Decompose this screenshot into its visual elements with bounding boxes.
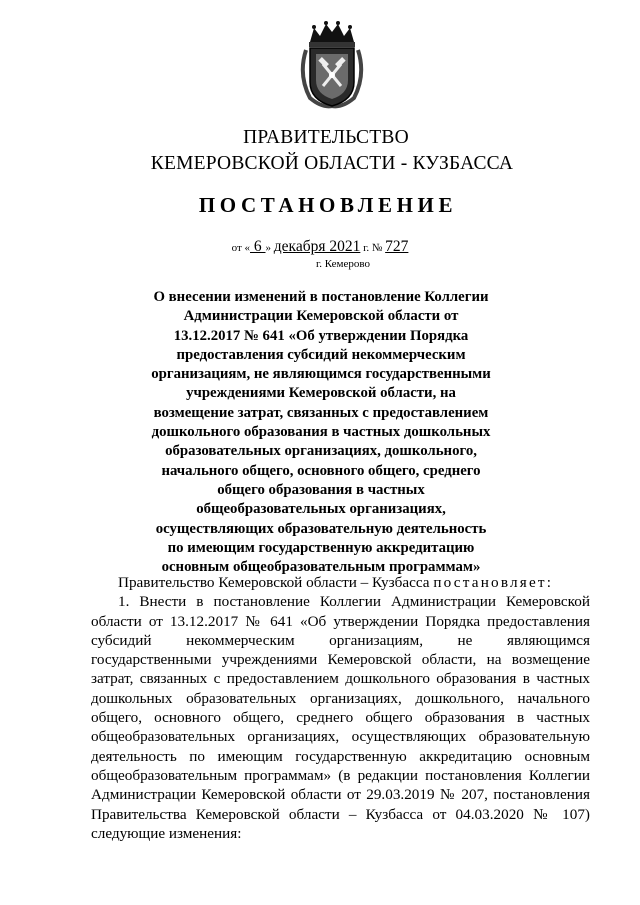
intro-paragraph [91, 573, 590, 592]
paragraph-1: 1. Внести в постановление Коллегии Администрации Кемеровской области от 13.12.2017 № 641 «Об утверждении Порядка предоставления субсидий некоммерческим организациям, не являющимся государственными учреждениями Кемеровской области, на возмещение затрат, связанных с предоставлением дошкольного образования в частных дошкольных образовательных организациях, дошкольного, начального общего, основного общего, среднего общего образования в частных общеобразовательных организациях, осуществляющих образовательную деятельность по имеющим государственную аккредитацию основным общеобразовательным программам» (в редакции постановления Коллегии Администрации Кемеровской области от 29.03.2019 № 207, постановления Правительства Кемеровской области – Кузбасса от 04.03.2020 № 107) следующие изменения: [91, 593, 590, 842]
document-city: г. Кемерово [315, 258, 371, 270]
document-number: 727 [385, 238, 409, 255]
government-name-line2: КЕМЕРОВСКОЙ ОБЛАСТИ - КУЗБАССА [150, 153, 514, 174]
document-type-title: ПОСТАНОВЛЕНИЕ [198, 193, 458, 217]
intro-resolves-text: постановляет: [433, 574, 554, 591]
document-date-line [0, 238, 640, 256]
kemerovo-coat-of-arms-icon [296, 20, 368, 110]
intro-text: Правительство Кемеровской области – Кузбасса [118, 574, 434, 591]
government-name-line1: ПРАВИТЕЛЬСТВО [243, 127, 409, 148]
document-body [91, 573, 590, 843]
date-month-year: декабря 2021 [273, 238, 361, 255]
date-year-suffix: г. № [360, 242, 383, 254]
date-prefix: от « [231, 242, 251, 254]
document-heading: О внесении изменений в постановление Коллегии Администрации Кемеровской области от 13.12.2017 № 641 «Об утверждении Порядка предоставления субсидий некоммерческим организациям, не являющимся государственными учреждениями Кемеровской области, на возмещение затрат, связанных с предоставлением дошкольного образования в частных дошкольных образовательных организациях, дошкольного, начального общего, основного общего, среднего общего образования в частных общеобразовательных организациях, осуществляющих образовательную деятельность по имеющим государственную аккредитацию основным общеобразовательным программам» [151, 289, 491, 576]
date-day: 6 [250, 238, 266, 255]
date-close-quote: » [265, 242, 274, 254]
